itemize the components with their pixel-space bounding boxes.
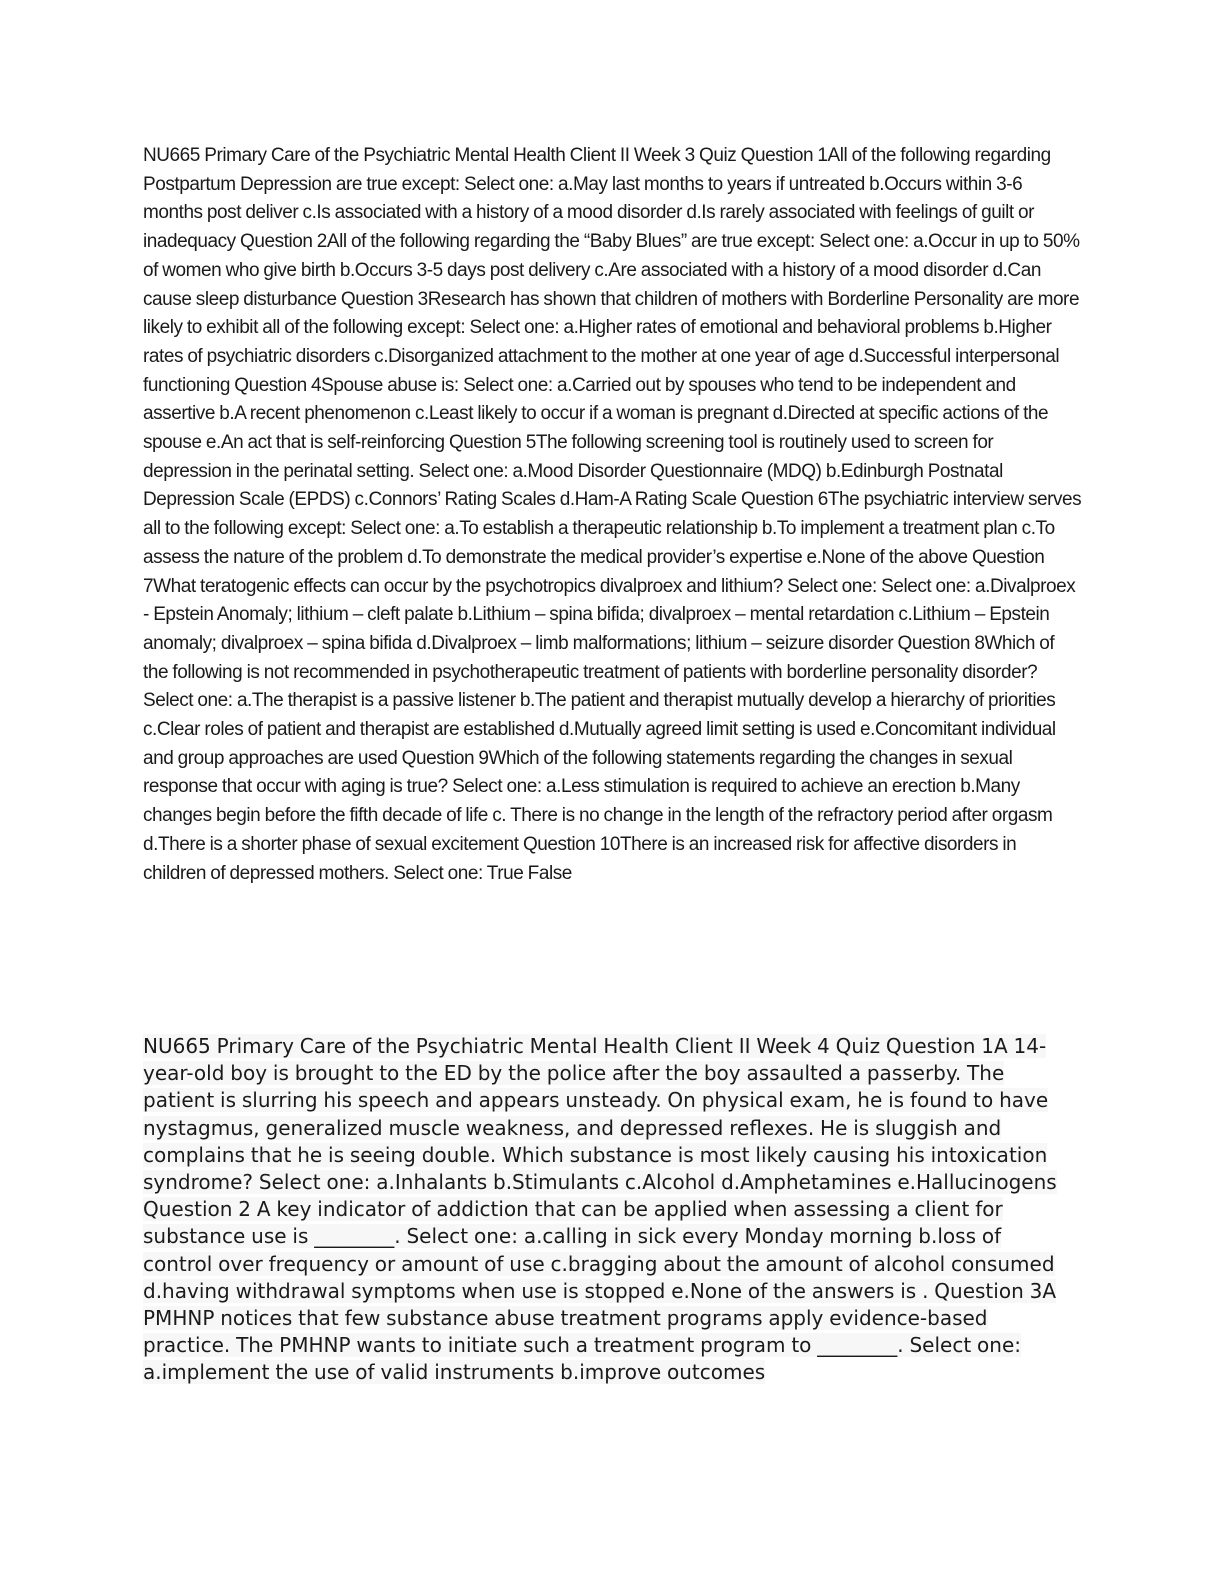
week4-quiz-paragraph	[143, 1033, 1073, 1387]
week3-quiz-text: NU665 Primary Care of the Psychiatric Mental Health Client II Week 3 Quiz Question 1All of the following regarding Postpartum Depression are true except: Select one: a.May last months to years if untreated b.Occurs within 3-6 months post deliver c.Is associated with a history of a mood disorder d.Is rarely associated with feelings of guilt or inadequacy Question 2All of the following regarding the “Baby Blues” are true except: Select one: a.Occur in up to 50% of women who give birth b.Occurs 3-5 days post delivery c.Are associated with a history of a mood disorder d.Can cause sleep disturbance Question 3Research has shown that children of mothers with Borderline Personality are more likely to exhibit all of the following except: Select one: a.Higher rates of emotional and behavioral problems b.Higher rates of psychiatric disorders c.Disorganized attachment to the mother at one year of age d.Successful interpersonal functioning Question 4Spouse abuse is: Select one: a.Carried out by spouses who tend to be independent and assertive b.A recent phenomenon c.Least likely to occur if a woman is pregnant d.Directed at specific actions of the spouse e.An act that is self-reinforcing Question 5The following screening tool is routinely used to screen for depression in the perinatal setting. Select one: a.Mood Disorder Questionnaire (MDQ) b.Edinburgh Postnatal Depression Scale (EPDS) c.Connors’ Rating Scales d.Ham-A Rating Scale Question 6The psychiatric interview serves all to the following except: Select one: a.To establish a therapeutic relationship b.To implement a treatment plan c.To assess the nature of the problem d.To demonstrate the medical provider’s expertise e.None of the above Question 7What teratogenic effects can occur by the psychotropics divalproex and lithium? Select one: Select one: a.Divalproex - Epstein Anomaly; lithium – cleft palate b.Lithium – spina bifida; divalproex – mental retardation c.Lithium – Epstein anomaly; divalproex – spina bifida d.Divalproex – limb malformations; lithium – seizure disorder Question 8Which of the following is not recommended in psychotherapeutic treatment of patients with borderline personality disorder? Select one: a.The therapist is a passive listener b.The patient and therapist mutually develop a hierarchy of priorities c.Clear roles of patient and therapist are established d.Mutually agreed limit setting is used e.Concomitant individual and group approaches are used Question 9Which of the following statements regarding the changes in sexual response that occur with aging is true? Select one: a.Less stimulation is required to achieve an erection b.Many changes begin before the fifth decade of life c. There is no change in the length of the refractory period after orgasm d.There is a shorter phase of sexual excitement Question 10There is an increased risk for affective disorders in children of depressed mothers. Select one: True False	[143, 145, 1082, 884]
week4-quiz-text: NU665 Primary Care of the Psychiatric Mental Health Client II Week 4 Quiz Question 1A 14-year-old boy is brought to the ED by the police after the boy assaulted a passerby. The patient is slurring his speech and appears unsteady. On physical exam, he is found to have nystagmus, generalized muscle weakness, and depressed reflexes. He is sluggish and complains that he is seeing double. Which substance is most likely causing his intoxication syndrome? Select one: a.Inhalants b.Stimulants c.Alcohol d.Amphetamines e.Hallucinogens Question 2 A key indicator of addiction that can be applied when assessing a client for substance use is ________. Select one: a.calling in sick every Monday morning b.loss of control over frequency or amount of use c.bragging about the amount of alcohol consumed d.having withdrawal symptoms when use is stopped e.None of the answers is . Question 3A PMHNP notices that few substance abuse treatment programs apply evidence-based practice. The PMHNP wants to initiate such a treatment program to ________. Select one: a.implement the use of valid instruments b.improve outcomes	[143, 1034, 1057, 1385]
